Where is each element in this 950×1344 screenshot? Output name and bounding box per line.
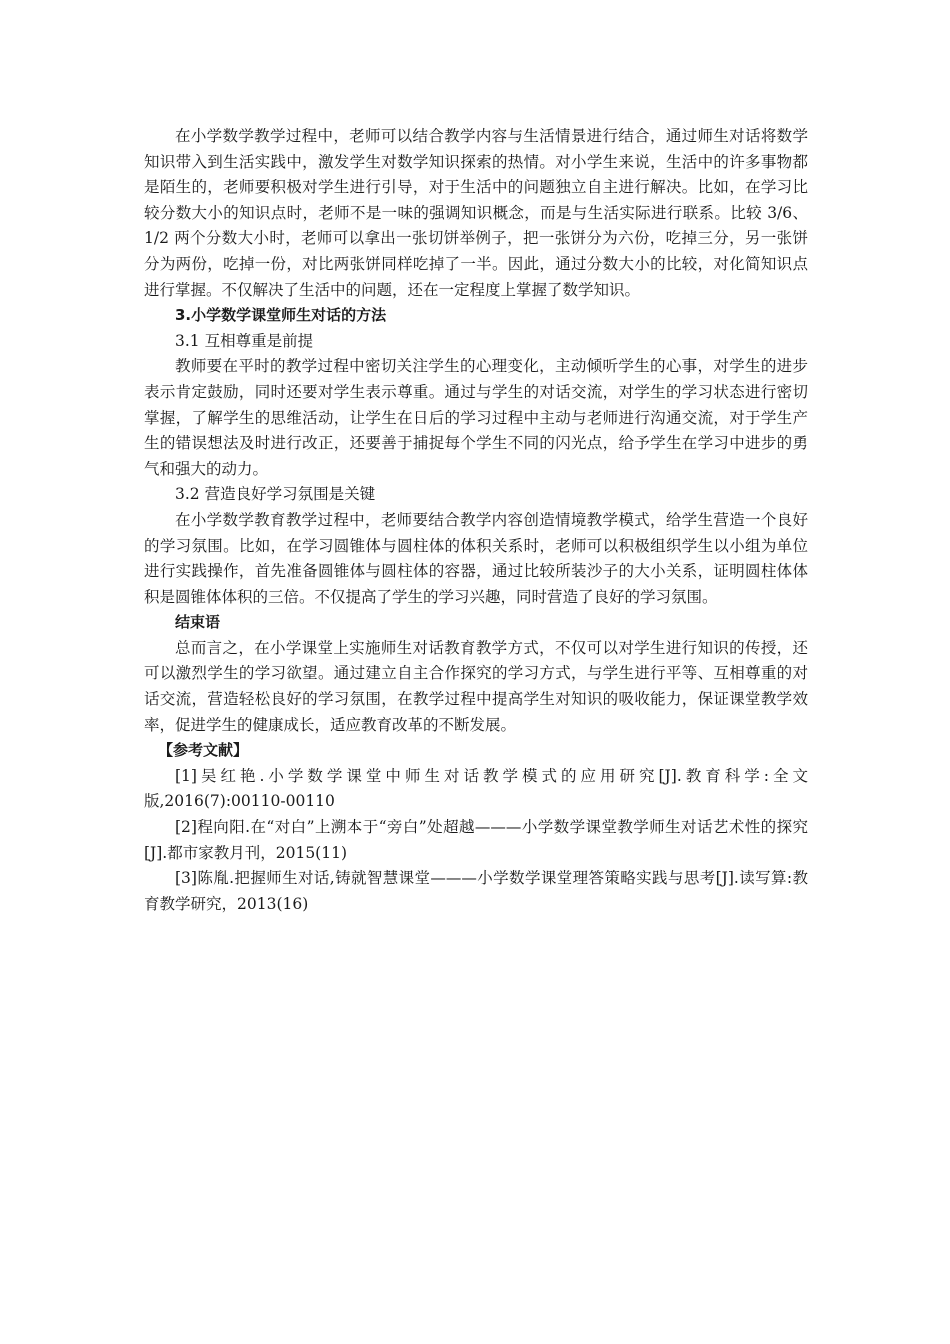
reference-item-3: [3]陈胤.把握师生对话,铸就智慧课堂———小学数学课堂理答策略实践与思考[J].读写算:教育教学研究，2013(16) (144, 869, 808, 913)
document-body (144, 124, 808, 917)
subsection-paragraph-3-2: 在小学数学教育教学过程中，老师要结合教学内容创造情境教学模式，给学生营造一个良好的学习氛围。比如，在学习圆锥体与圆柱体的体积关系时，老师可以积极组织学生以小组为单位进行实践操作，首先准备圆锥体与圆柱体的容器，通过比较所装沙子的大小关系，证明圆柱体体积是圆锥体体积的三倍。不仅提高了学生的学习兴趣，同时营造了良好的学习氛围。 (144, 510, 808, 606)
conclusion-heading: 结束语 (175, 613, 221, 632)
subsection-heading-3-2: 3.2 营造良好学习氛围是关键 (175, 485, 376, 504)
subsection-heading-3-1: 3.1 互相尊重是前提 (175, 331, 314, 350)
references-heading: 【参考文献】 (158, 741, 249, 760)
subsection-paragraph-3-1: 教师要在平时的教学过程中密切关注学生的心理变化，主动倾听学生的心事，对学生的进步表示肯定鼓励，同时还要对学生表示尊重。通过与学生的对话交流，对学生的学习状态进行密切掌握，了解学生的思维活动，让学生在日后的学习过程中主动与老师进行沟通交流，对于学生产生的错误想法及时进行改正，还要善于捕捉每个学生不同的闪光点，给予学生在学习中进步的勇气和强大的动力。 (144, 357, 808, 478)
conclusion-paragraph: 总而言之，在小学课堂上实施师生对话教育教学方式，不仅可以对学生进行知识的传授，还可以激烈学生的学习欲望。通过建立自主合作探究的学习方式，与学生进行平等、互相尊重的对话交流，营造轻松良好的学习氛围，在教学过程中提高学生对知识的吸收能力，保证课堂教学效率，促进学生的健康成长，适应教育改革的不断发展。 (144, 638, 808, 734)
reference-item-1: [1]吴红艳.小学数学课堂中师生对话教学模式的应用研究[J].教育科学:全文版,2016(7):00110-00110 (144, 766, 808, 811)
intro-paragraph: 在小学数学教学过程中，老师可以结合教学内容与生活情景进行结合，通过师生对话将数学知识带入到生活实践中，激发学生对数学知识探索的热情。对小学生来说，生活中的许多事物都是陌生的，老师要积极对学生进行引导，对于生活中的问题独立自主进行解决。比如，在学习比较分数大小的知识点时，老师不是一味的强调知识概念，而是与生活实际进行联系。比较 3/6、1/2 两个分数大小时，老师可以拿出一张切饼举例子，把一张饼分为六份，吃掉三分，另一张饼分为两份，吃掉一份，对比两张饼同样吃掉了一半。因此，通过分数大小的比较，对化简知识点进行掌握。不仅解决了生活中的问题，还在一定程度上掌握了数学知识。 (144, 127, 808, 299)
reference-item-2: [2]程向阳.在“对白”上溯本于“旁白”处超越———小学数学课堂教学师生对话艺术性的探究[J].都市家教月刊，2015(11) (144, 818, 808, 862)
section-heading-3: 3.小学数学课堂师生对话的方法 (175, 306, 387, 325)
